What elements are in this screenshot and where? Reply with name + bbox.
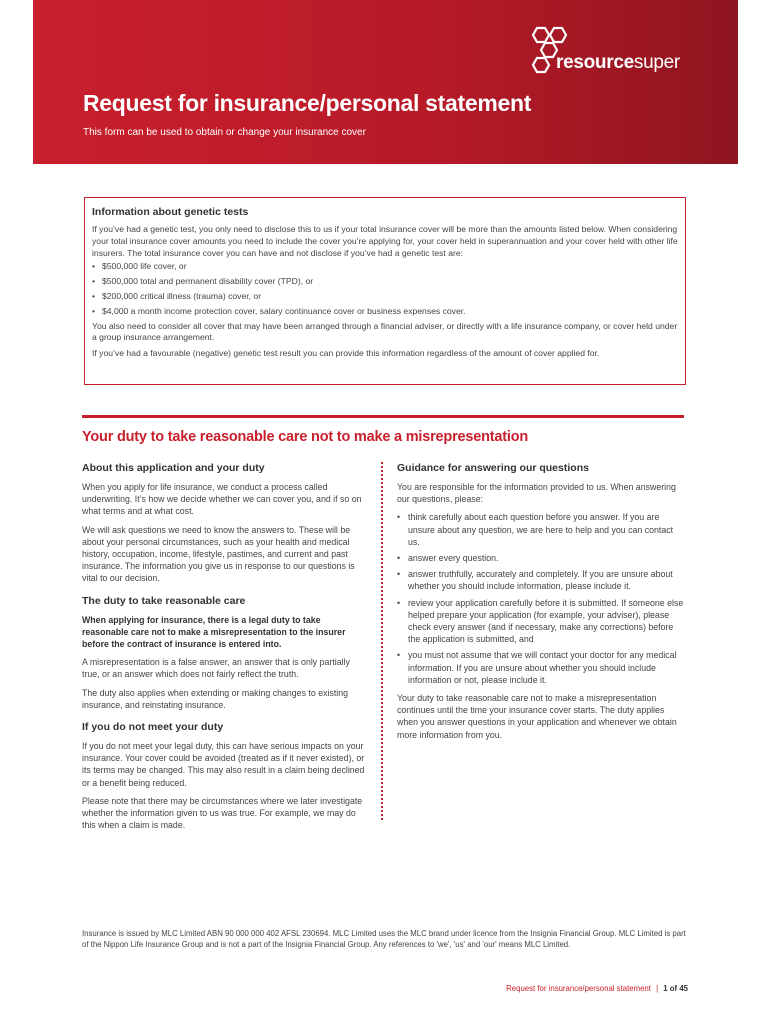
genetic-tests-thresholds-list: [92, 261, 678, 317]
list-item: • review your application carefully before it is submitted. If someone else helped prepare your application (for example, your adviser), please check every answer (and if necessary, make any corrections) before the application is submitted, and: [397, 597, 687, 646]
genetic-tests-intro: If you’ve had a genetic test, you only need to disclose this to us if your total insurance cover will be more than the amounts listed below. When considering your total insurance cover amounts you need to include the cover you’re applying for, your cover held in superannuation and your cover held with other life insurers. The total insurance cover you can have and not disclose if you’ve had a genetic test are:: [92, 224, 678, 258]
about-application-para-2: We will ask questions we need to know the answers to. These will be about your personal circumstances, such as your health and medical history, occupation, income, lifestyle, pastimes, and current and past insurance. The information you give us in response to our questions is vital to our decision.: [82, 524, 355, 584]
page-footer: [506, 984, 688, 993]
resourcesuper-logo: [526, 26, 686, 76]
guidance-list: [397, 511, 687, 686]
guidance-heading: Guidance for answering our questions: [397, 462, 589, 474]
genetic-tests-para-3: If you’ve had a favourable (negative) genetic test result you can provide this information regardless of the amount of cover applied for.: [92, 348, 600, 359]
duty-right-column: [397, 462, 687, 747]
not-meet-duty-para-2: Please note that there may be circumstances where we later investigate whether the information given to us was true. For example, we may do this when a claim is made.: [82, 795, 363, 831]
list-item: • $200,000 critical illness (trauma) cover, or: [92, 291, 678, 303]
page-number: 1 of 45: [663, 984, 688, 993]
about-application-para-1: When you apply for life insurance, we conduct a process called underwriting. It’s how we decide whether we can cover you, and if so on what terms and at what cost.: [82, 482, 362, 517]
reasonable-care-para-2: A misrepresentation is a false answer, an answer that is only partially true, or an answer which does not fairly reflect the truth.: [82, 657, 350, 680]
logo-wordmark-light: super: [633, 52, 680, 73]
reasonable-care-para-1: When applying for insurance, there is a legal duty to take reasonable care not to make a misrepresentation to the insurer before the contract of insurance is entered into.: [82, 614, 346, 650]
not-meet-duty-para-1: If you do not meet your legal duty, this can have serious impacts on your insurance. Your cover could be avoided (treated as if it never existed), or its terms may be changed. This may also result in a claim being declined or a benefit being reduced.: [82, 741, 365, 788]
not-meet-duty-heading: If you do not meet your duty: [82, 721, 224, 734]
legal-footer-note: Insurance is issued by MLC Limited ABN 90 000 000 402 AFSL 230694. MLC Limited uses the MLC brand under licence from the Insignia Financial Group. MLC Limited is part of the Nippon Life Insurance Group and is not a part of the Insignia Financial Group. Any references to 'we', 'us' and 'our' means MLC Limited.: [82, 929, 686, 949]
about-application-heading: About this application and your duty: [82, 462, 265, 474]
logo-wordmark-bold: resource: [556, 52, 634, 73]
reasonable-care-para-3: The duty also applies when extending or making changes to existing insurance, and reinstating insurance.: [82, 687, 349, 710]
logo-wordmark: [556, 52, 680, 74]
section-divider-rule: [82, 415, 684, 418]
genetic-tests-info-box: [84, 197, 686, 385]
list-item: • answer every question.: [397, 552, 687, 564]
list-item: • $4,000 a month income protection cover, salary continuance cover or business expenses cover.: [92, 306, 678, 318]
genetic-tests-para-2: You also need to consider all cover that may have been arranged through a financial adviser, or directly with a life insurance company, or cover held under a group insurance arrangement.: [92, 320, 678, 343]
page-subtitle: This form can be used to obtain or change your insurance cover: [83, 127, 366, 138]
footer-separator: |: [656, 984, 659, 993]
guidance-closing: Your duty to take reasonable care not to make a misrepresentation continues until the time your insurance cover starts. The duty applies when you answer questions in your application and whenever we obtain more information from you.: [397, 693, 677, 740]
list-item: • think carefully about each question before you answer. If you are unsure about any question, we are here to help and you can contact us.: [397, 511, 687, 548]
page-title: Request for insurance/personal statement: [83, 90, 532, 116]
genetic-tests-title: Information about genetic tests: [92, 206, 249, 218]
reasonable-care-heading: The duty to take reasonable care: [82, 594, 246, 607]
duty-section-title: Your duty to take reasonable care not to make a misrepresentation: [82, 429, 529, 445]
guidance-intro: You are responsible for the information provided to us. When answering our questions, please:: [397, 482, 676, 505]
footer-document-name: Request for insurance/personal statement: [506, 984, 651, 993]
column-divider: [381, 462, 383, 820]
duty-left-column: [82, 462, 368, 837]
list-item: • $500,000 life cover, or: [92, 261, 678, 273]
list-item: • you must not assume that we will contact your doctor for any medical information. If you are unsure about whether you should include information or not, please include it.: [397, 649, 687, 686]
list-item: • $500,000 total and permanent disability cover (TPD), or: [92, 276, 678, 288]
header-banner: [33, 0, 738, 164]
list-item: • answer truthfully, accurately and completely. If you are unsure about whether you should include information, please include it.: [397, 568, 687, 592]
